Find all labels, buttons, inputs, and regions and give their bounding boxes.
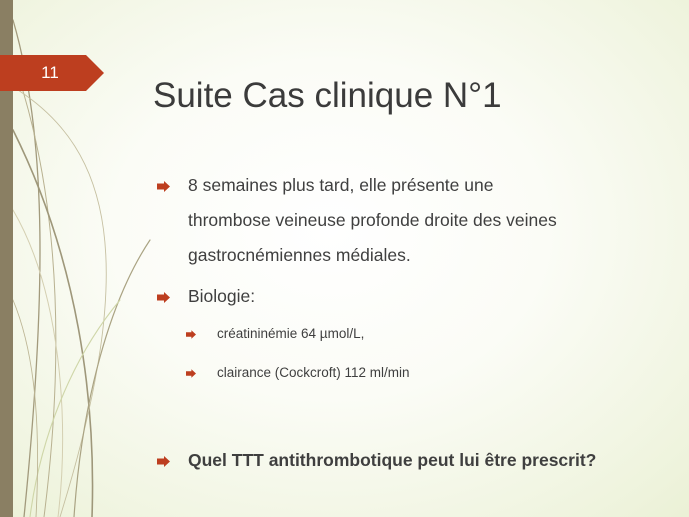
arrow-right-subbullet-icon	[186, 369, 196, 378]
bullet-1-line-2: thrombose veineuse profonde droite des veines	[188, 210, 557, 230]
arrow-right-bullet-icon	[157, 292, 170, 303]
slide-title: Suite Cas clinique N°1	[153, 76, 502, 115]
sub-bullet-creatininemie: créatininémie 64 µmol/L,	[217, 326, 365, 341]
arrow-right-bullet-icon	[157, 456, 170, 467]
sub-bullet-clairance: clairance (Cockcroft) 112 ml/min	[217, 365, 410, 380]
slide-number-tab	[0, 55, 104, 91]
arrow-right-bullet-icon	[157, 181, 170, 192]
bullet-1-line-3: gastrocnémiennes médiales.	[188, 245, 411, 265]
bullet-item-2: Biologie:	[188, 286, 256, 306]
bullet-item-3-question: Quel TTT antithrombotique peut lui être prescrit?	[188, 450, 597, 470]
bullet-item-1	[188, 168, 658, 273]
slide-number: 11	[41, 63, 59, 82]
arrow-right-subbullet-icon	[186, 330, 196, 339]
bullet-1-line-1: 8 semaines plus tard, elle présente une	[188, 175, 494, 195]
